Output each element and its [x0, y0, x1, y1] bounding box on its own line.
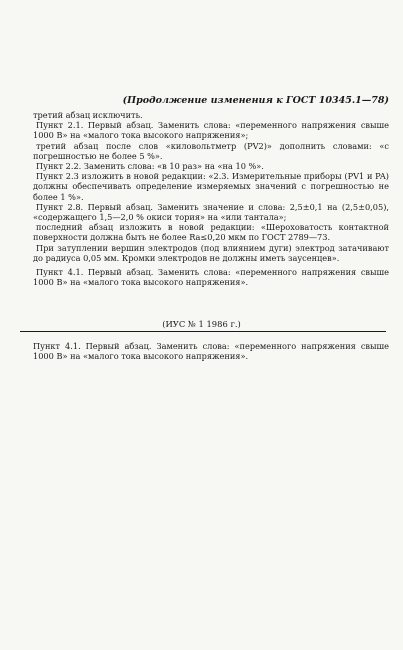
amendment-text — [33, 110, 389, 287]
paragraph-1: третий абзац исключить. — [33, 110, 143, 120]
paragraph-3: третий абзац после слов «киловольтметр (PV2)» дополнить словами: «с погрешностью не более 5 %». — [33, 140, 389, 161]
divider-rule — [20, 331, 386, 332]
paragraph-2: Пункт 2.1. Первый абзац. Заменить слова: «переменного напряжения свыше 1000 В» на «малого тока высокого напряжения»; — [33, 120, 389, 141]
lower-paragraph: Пункт 4.1. Первый абзац. Заменить слова: «переменного напряжения свыше 1000 В» на «малого тока высокого напряжения». — [33, 341, 389, 362]
page-header: (Продолжение изменения к ГОСТ 10345.1—78) — [122, 95, 389, 106]
paragraph-6: Пункт 2.8. Первый абзац. Заменить значение и слова: 2,5±0,1 на (2,5±0,05), «содержащего 1,5—2,0 % окиси тория» на «или тантала»; — [33, 201, 389, 223]
lower-amendment — [33, 341, 389, 361]
paragraph-5: Пункт 2.3 изложить в новой редакции: «2.3. Измерительные приборы (PV1 и PA) должны обеспечивать определение измеряемых значений с погрешностью не более 1 %». — [33, 171, 389, 202]
source-note: (ИУС № 1 1986 г.) — [162, 319, 241, 329]
paragraph-4: Пункт 2.2. Заменить слова: «в 10 раз» на «на 10 %». — [36, 161, 264, 172]
paragraph-8: При затуплении вершин электродов (под влиянием дуги) электрод затачивают до радиуса 0,05 мм. Кромки электродов не должны иметь заусенцев». — [33, 242, 389, 263]
paragraph-7: последний абзац изложить в новой редакции: «Шероховатость контактной поверхности должна быть не более Ra≤0,20 мкм по ГОСТ 2789—73. — [33, 222, 389, 243]
paragraph-9: Пункт 4.1. Первый абзац. Заменить слова: «переменного напряжения свыше 1000 В» на «малого тока высокого напряжения». — [33, 267, 389, 288]
